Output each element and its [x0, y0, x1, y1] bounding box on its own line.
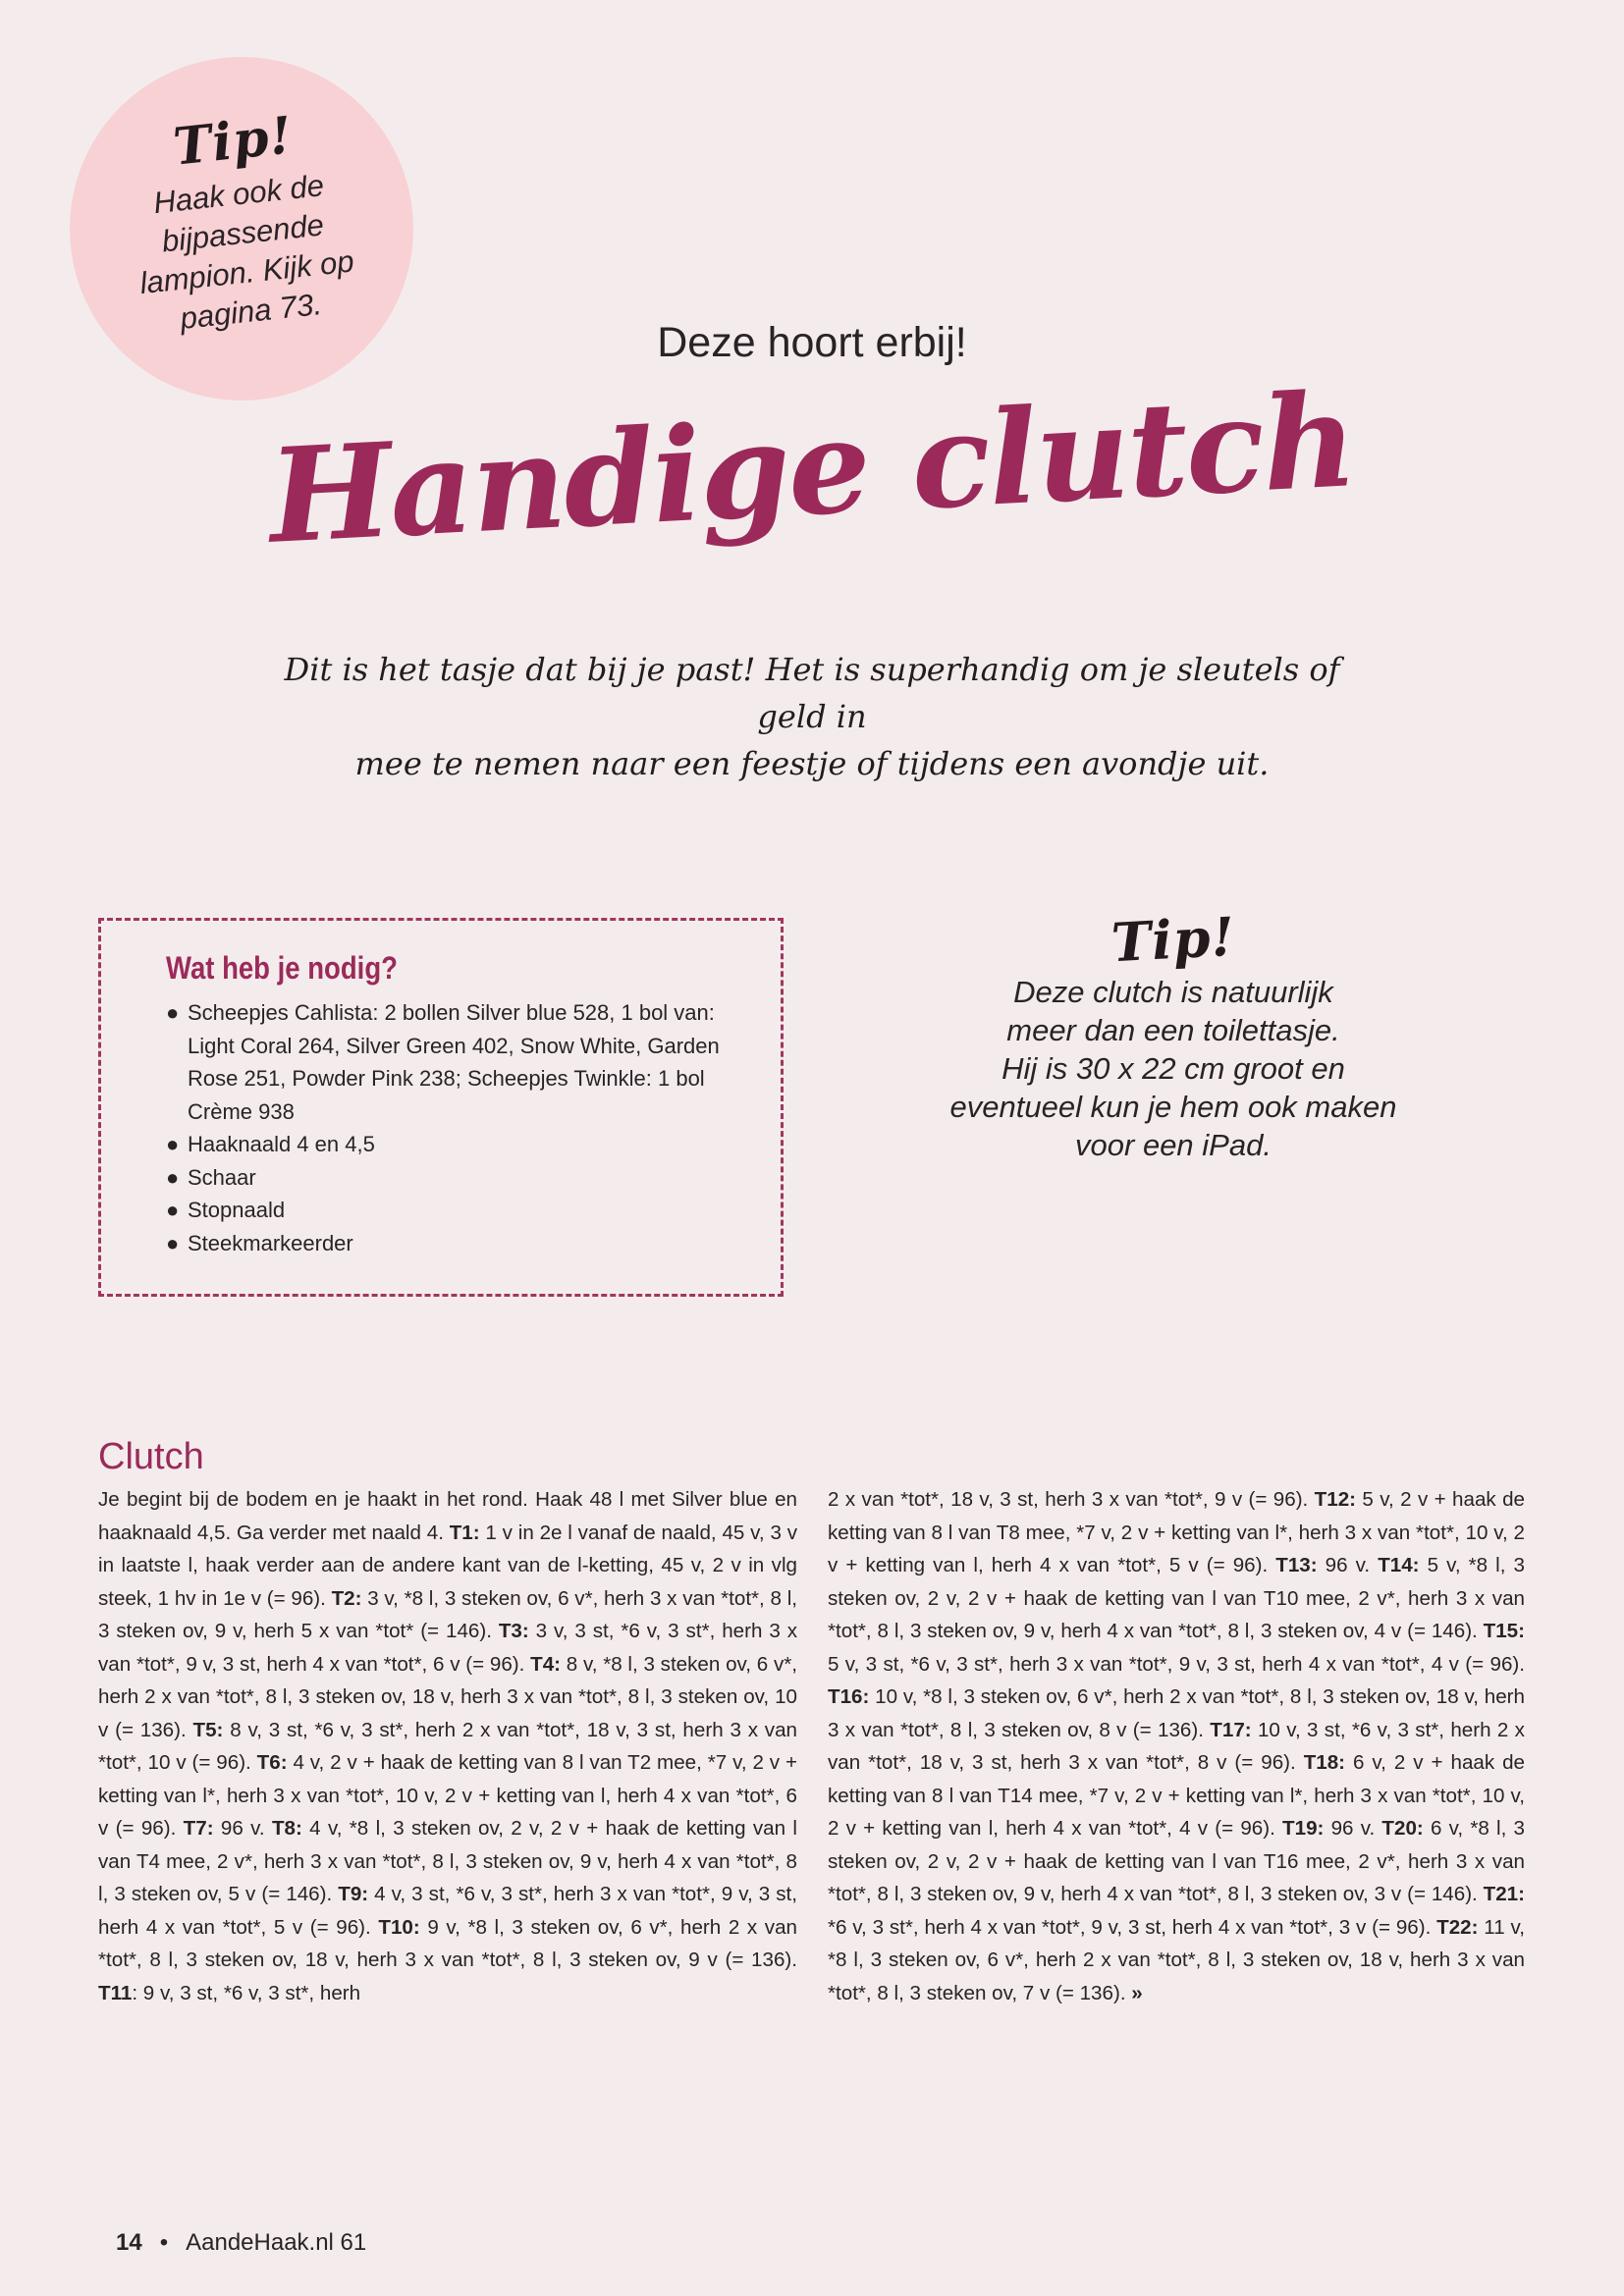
list-item: ● Stopnaald — [188, 1194, 737, 1227]
section-heading-clutch: Clutch — [98, 1436, 204, 1477]
pattern-column-right: 2 x van *tot*, 18 v, 3 st, herh 3 x van *tot*, 9 v (= 96). T12: 5 v, 2 v + haak de ketting van 8 l van T8 mee, *7 v, 2 v + ketting van l*, herh 3 x van *tot*, 10 v, 2 v + ketting van l, herh 4 x van *tot*, 5 v (= 96). T13: 96 v. T14: 5 v, *8 l, 3 steken ov, 2 v, 2 v + haak de ketting van l van T10 mee, 2 v*, herh 3 x van *tot*, 8 l, 3 steken ov, 9 v, herh 4 x van *tot*, 8 l, 3 steken ov, 4 v (= 146). T15: 5 v, 3 st, *6 v, 3 st*, herh 3 x van *tot*, 9 v, 3 st, herh 4 x van *tot*, 4 v (= 96). T16: 10 v, *8 l, 3 steken ov, 6 v*, herh 2 x van *tot*, 8 l, 3 steken ov, 18 v, herh 3 x van *tot*, 8 l, 3 steken ov, 8 v (= 136). T17: 10 v, 3 st, *6 v, 3 st*, herh 2 x van *tot*, 18 v, 3 st, herh 3 x van *tot*, 8 v (= 96). T18: 6 v, 2 v + haak de ketting van 8 l van T14 mee, *7 v, 2 v + ketting van l*, herh 3 x van *tot*, 10 v, 2 v + ketting van l, herh 4 x van *tot*, 4 v (= 96). T19: 96 v. T20: 6 v, *8 l, 3 steken ov, 2 v, 2 v + haak de ketting van l van T16 mee, 2 v*, herh 3 x van *tot*, 8 l, 3 steken ov, 9 v, herh 4 x van *tot*, 8 l, 3 steken ov, 3 v (= 146). T21: *6 v, 3 st*, herh 4 x van *tot*, 9 v, 3 st, herh 4 x van *tot*, 3 v (= 96). T22: 11 v, *8 l, 3 steken ov, 6 v*, herh 2 x van *tot*, 8 l, 3 steken ov, 18 v, herh 3 x van *tot*, 8 l, 3 steken ov, 7 v (= 136). » — [828, 1488, 1526, 2004]
bullet-icon: ● — [166, 1000, 180, 1025]
intro-line-1: Dit is het tasje dat bij je past! Het is superhandig om je sleutels of geld in — [284, 651, 1340, 735]
materials-list — [166, 996, 737, 1259]
list-item: ● Scheepjes Cahlista: 2 bollen Silver blue 528, 1 bol van: Light Coral 264, Silver Green 402, Snow White, Garden Rose 251, Powder Pink 238; Scheepjes Twinkle: 1 bol Crème 938 — [188, 996, 737, 1128]
intro-line-2: mee te nemen naar een feestje of tijdens een avondje uit. — [354, 745, 1270, 782]
bullet-icon: ● — [166, 1132, 180, 1156]
pattern-column-left: Je begint bij de bodem en je haakt in het rond. Haak 48 l met Silver blue en haaknaald 4,5. Ga verder met naald 4. T1: 1 v in 2e l vanaf de naald, 45 v, 3 v in laatste l, haak verder aan de andere kant van de l-ketting, 45 v, 2 v in vlg steek, 1 hv in 1e v (= 96). T2: 3 v, *8 l, 3 steken ov, 6 v*, herh 3 x van *tot*, 8 l, 3 steken ov, 9 v, herh 5 x van *tot* (= 146). T3: 3 v, 3 st, *6 v, 3 st*, herh 3 x van *tot*, 9 v, 3 st, herh 4 x van *tot*, 6 v (= 96). T4: 8 v, *8 l, 3 steken ov, 6 v*, herh 2 x van *tot*, 8 l, 3 steken ov, 18 v, herh 3 x van *tot*, 8 l, 3 steken ov, 10 v (= 136). T5: 8 v, 3 st, *6 v, 3 st*, herh 2 x van *tot*, 18 v, 3 st, herh 3 x van *tot*, 10 v (= 96). T6: 4 v, 2 v + haak de ketting van 8 l van T2 mee, *7 v, 2 v + ketting van l*, herh 3 x van *tot*, 10 v, 2 v + ketting van l, herh 4 x van *tot*, 6 v (= 96). T7: 96 v. T8: 4 v, *8 l, 3 steken ov, 2 v, 2 v + haak de ketting van l van T4 mee, 2 v*, herh 3 x van *tot*, 8 l, 3 steken ov, 9 v, herh 4 x van *tot*, 8 l, 3 steken ov, 5 v (= 146). T9: 4 v, 3 st, *6 v, 3 st*, herh 3 x van *tot*, 9 v, 3 st, herh 4 x van *tot*, 5 v (= 96). T10: 9 v, *8 l, 3 steken ov, 6 v*, herh 2 x van *tot*, 8 l, 3 steken ov, 18 v, herh 3 x van *tot*, 8 l, 3 steken ov, 9 v (= 136). T11: 9 v, 3 st, *6 v, 3 st*, herh — [98, 1488, 797, 2004]
tip-sidebar-text: Deze clutch is natuurlijk meer dan een toilettasje. Hij is 30 x 22 cm groot en eventueel kun je hem ook maken voor een iPad. — [949, 975, 1397, 1162]
tip-sidebar — [933, 904, 1414, 1164]
tip-text: Haak ook de bijpassende lampion. Kijk op pagina 73. — [137, 168, 356, 336]
intro — [245, 646, 1379, 787]
list-item: ● Steekmarkeerder — [188, 1227, 737, 1260]
page-number: 14 — [116, 2229, 142, 2256]
continue-arrow-icon: » — [1131, 1981, 1143, 2004]
tip-callout-content — [59, 93, 424, 348]
bullet-icon: ● — [166, 1164, 180, 1190]
bullet-icon: ● — [166, 1198, 180, 1222]
tip-heading: Tip! — [170, 105, 297, 178]
bullet-icon: ● — [166, 1230, 180, 1255]
footer-separator: • — [159, 2229, 169, 2256]
footer-source: AandeHaak.nl 61 — [186, 2229, 367, 2256]
materials-box — [98, 918, 784, 1297]
materials-heading: Wat heb je nodig? — [166, 950, 398, 986]
kicker: Deze hoort erbij! — [657, 319, 967, 366]
list-item: ● Haaknaald 4 en 4,5 — [188, 1128, 737, 1161]
tip-sidebar-heading: Tip! — [1110, 904, 1237, 975]
page-footer — [116, 2229, 366, 2257]
page-title: Handige clutch — [265, 364, 1359, 573]
list-item: ● Schaar — [188, 1161, 737, 1195]
